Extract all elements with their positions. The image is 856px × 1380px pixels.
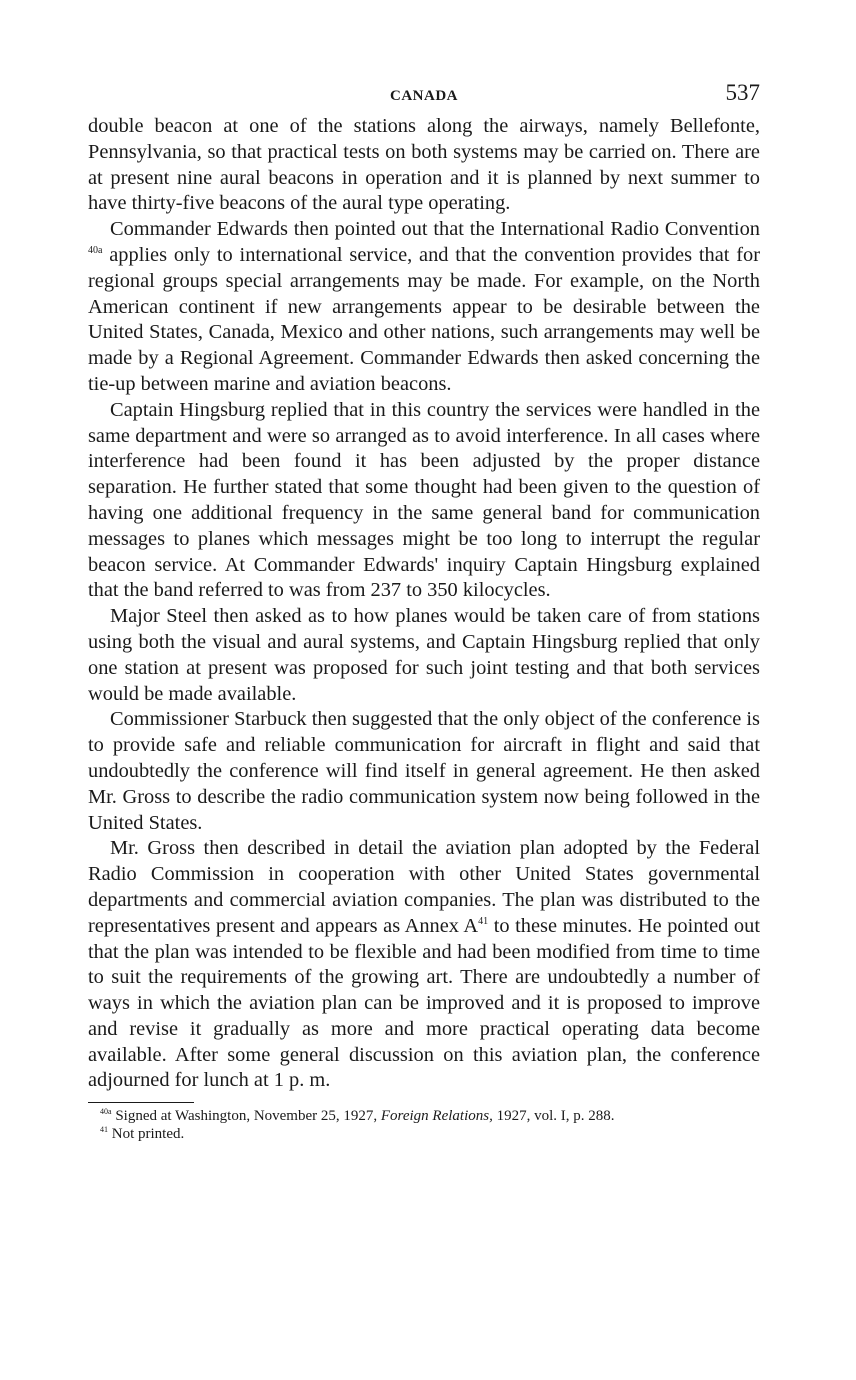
footnote-text-tail: 1927, vol. I, p. 288. [492,1108,615,1125]
running-title: CANADA [390,88,458,104]
paragraph-4: Major Steel then asked as to how planes would be taken care of from stations using both the visual and aural systems, and Captain Hingsburg replied that only one station at present was proposed for such joint testing and that both services would be made available. [88,605,760,705]
page-number: 537 [725,80,760,105]
footnote-italic-title: Foreign Relations, [380,1108,493,1125]
footnote-mark: 40a [100,1107,112,1117]
footnote-divider [88,1102,194,1103]
footnote-ref-41: 41 [478,915,489,927]
footnote-text: Not printed. [111,1126,185,1143]
paragraph-6-text-a: Mr. Gross then described in detail the aviation plan adopted by the Federal Radio Commission in cooperation with other United States governmental departments and commercial aviation companies. The plan was distributed to the representatives present and appears as Annex A [88,837,760,937]
paragraph-6-text-b: to these minutes. He pointed out that the plan was intended to be flexible and had been modified from time to time to suit the requirements of the growing art. There are undoubtedly a number of ways in which the aviation plan can be improved and it is proposed to improve and revise it gradually as more and more practical operating data become available. After some general discussion on this aviation plan, the conference adjourned for lunch at 1 p. m. [88,914,760,1092]
paragraph-2-text-a: Commander Edwards then pointed out that the International Radio Convention [110,218,760,241]
footnote-ref-40a: 40a [88,244,103,256]
running-head [88,80,760,114]
paragraph-2 [88,217,760,398]
footnote-text: Signed at Washington, November 25, 1927, [115,1108,381,1125]
body-text [88,114,760,1094]
footnote-40a [88,1107,760,1125]
paragraph-3: Captain Hingsburg replied that in this country the services were handled in the same department and were so arranged as to avoid interference. In all cases where interference had been found it has been adjusted by the proper distance separation. He further stated that some thought had been given to the question of having one additional frequency in the same general band for communication messages to planes which messages might be too long to interrupt the regular beacon service. At Commander Edwards' inquiry Captain Hingsburg explained that the band referred to was from 237 to 350 kilocycles. [88,398,760,602]
paragraph-5: Commissioner Starbuck then suggested that the only object of the conference is to provide safe and reliable communication for aircraft in flight and said that undoubtedly the conference will find itself in general agreement. He then asked Mr. Gross to describe the radio communication system now being followed in the United States. [88,708,760,834]
footnote-mark: 41 [100,1125,108,1135]
paragraph-2-text-b: applies only to international service, and that the convention provides that for regional groups special arrangements may be made. For example, on the North American continent if new arrangements appear to be desirable between the United States, Canada, Mexico and other nations, such arrangements may well be made by a Regional Agreement. Commander Edwards then asked concerning the tie-up between marine and aviation beacons. [88,243,760,395]
paragraph-1: double beacon at one of the stations along the airways, namely Bellefonte, Pennsylvania, so that practical tests on both systems may be carried on. There are at present nine aural beacons in operation and it is planned by next summer to have thirty-five beacons of the aural type operating. [88,115,760,215]
document-page [88,80,760,1143]
footnote-41 [88,1125,760,1143]
paragraph-6 [88,836,760,1094]
footnotes [88,1107,760,1143]
